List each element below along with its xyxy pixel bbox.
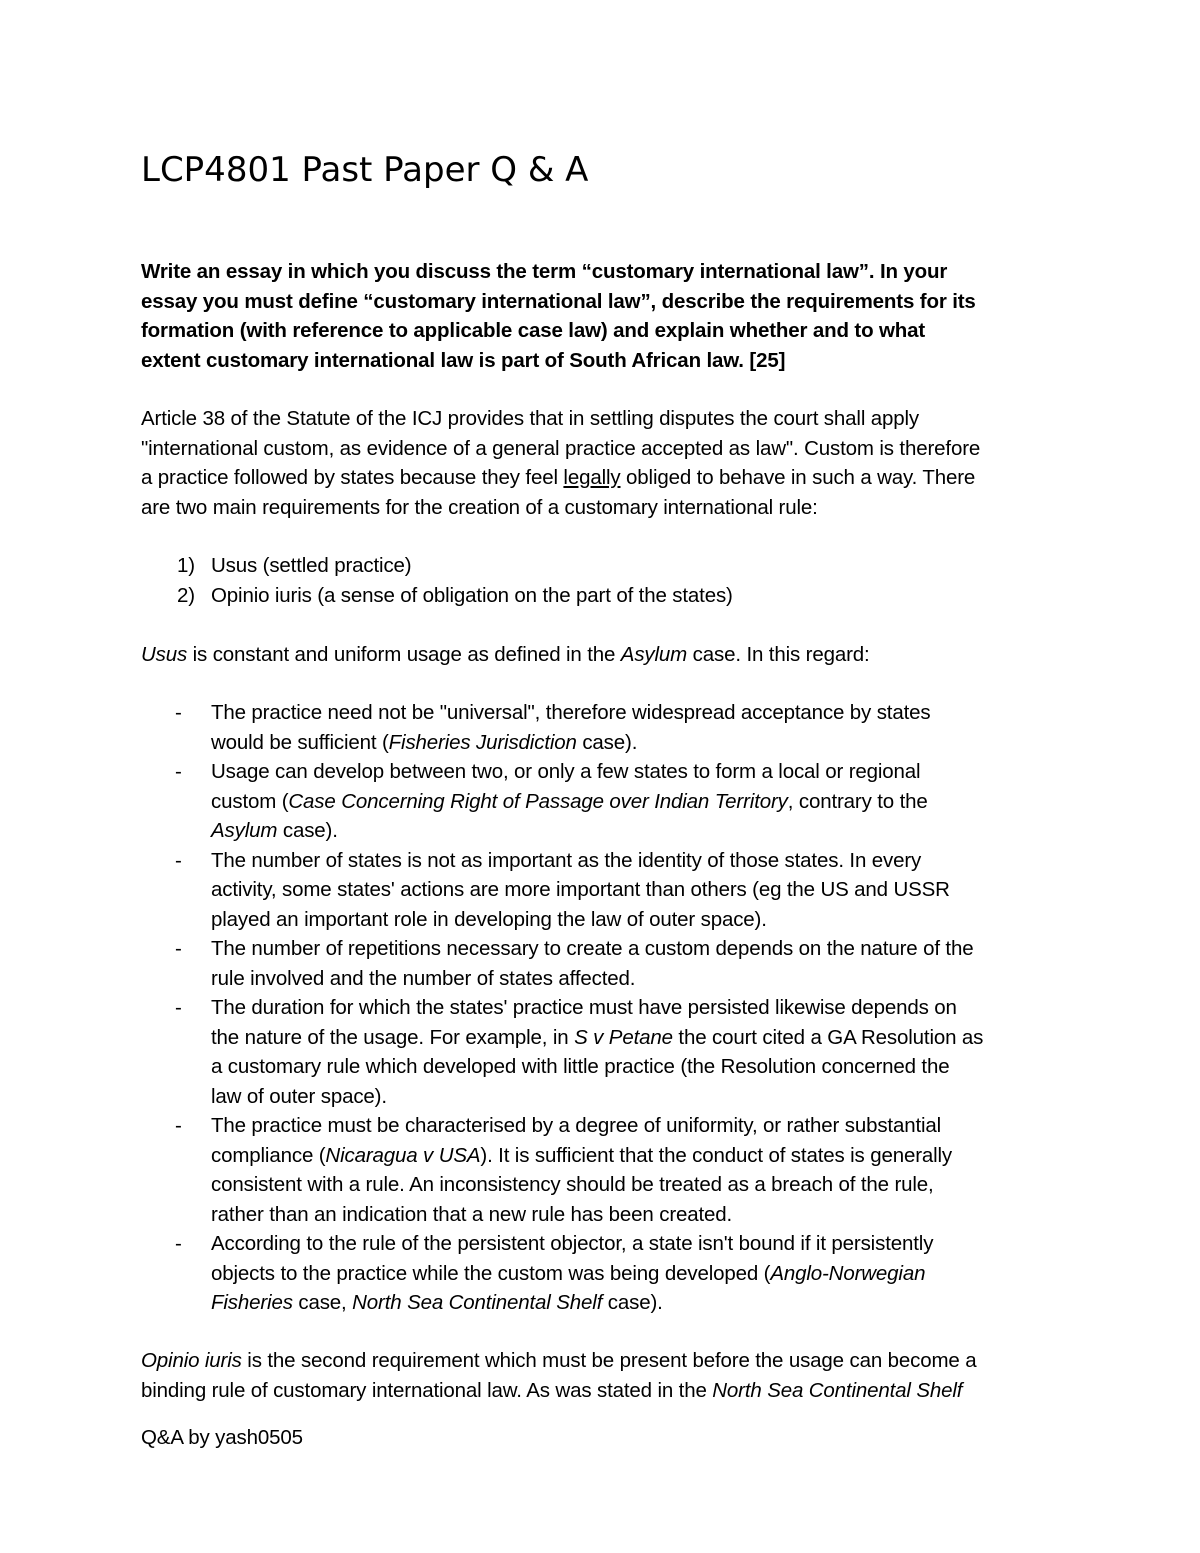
- underlined-word-legally: legally: [563, 466, 621, 489]
- case-name: North Sea Continental Shelf: [352, 1291, 603, 1314]
- list-item: [141, 698, 983, 757]
- opinio-text: binding rule of customary international law. As was stated in the: [141, 1378, 713, 1402]
- case-name: Asylum: [620, 643, 688, 666]
- bullet-line: [211, 1141, 983, 1171]
- bullet-text: objects to the practice while the custom was being developed (: [211, 1261, 771, 1285]
- list-item-text: Opinio iuris (a sense of obligation on the part of the states): [211, 583, 733, 607]
- bullet-text: case,: [292, 1291, 353, 1314]
- dash-marker: -: [175, 701, 182, 724]
- bullet-text: custom (: [211, 789, 289, 813]
- intro-text: a practice followed by states because they feel: [141, 466, 564, 489]
- usus-line: [141, 640, 1101, 670]
- bullet-line: The number of repetitions necessary to create a custom depends on the nature of the: [211, 937, 974, 960]
- list-item: [141, 757, 983, 846]
- bullet-text: case).: [277, 819, 338, 842]
- opinio-line: [141, 1376, 1101, 1406]
- bullet-line: law of outer space).: [211, 1084, 387, 1108]
- term-opinio-iuris: Opinio iuris: [141, 1349, 242, 1372]
- bullet-text: ). It is sufficient that the conduct of states is generally: [480, 1143, 953, 1167]
- bullet-line: played an important role in developing the law of outer space).: [211, 907, 767, 931]
- bullet-line: Usage can develop between two, or only a few states to form a local or regional: [211, 760, 921, 783]
- bullet-line: rule involved and the number of states affected.: [211, 966, 636, 990]
- case-name: Anglo-Norwegian: [770, 1261, 926, 1285]
- case-name: North Sea Continental Shelf: [712, 1378, 963, 1402]
- usus-text: case. In this regard:: [687, 643, 870, 666]
- list-item-text: Usus (settled practice): [211, 554, 412, 577]
- opinio-text: is the second requirement which must be present before the usage can become a: [241, 1349, 977, 1372]
- bullet-line: [211, 728, 983, 758]
- dash-marker: -: [175, 1114, 182, 1137]
- list-number: 1): [177, 554, 195, 577]
- bullet-line: [211, 1023, 983, 1053]
- question-line: Write an essay in which you discuss the term “customary international law”. In your: [141, 260, 948, 283]
- case-name: S v Petane: [574, 1025, 673, 1049]
- bullet-text: , contrary to the: [787, 789, 928, 813]
- opinio-iuris-paragraph: [141, 1346, 1101, 1405]
- bullet-line: According to the rule of the persistent objector, a state isn't bound if it persistently: [211, 1232, 934, 1255]
- term-usus: Usus: [141, 643, 188, 666]
- bullet-text: would be sufficient (: [211, 730, 389, 754]
- page-footer: Q&A by yash0505: [141, 1426, 303, 1449]
- case-name: Nicaragua v USA: [325, 1143, 481, 1167]
- bullet-line: The duration for which the states' practice must have persisted likewise depends on: [211, 996, 957, 1019]
- question-line: formation (with reference to applicable case law) and explain whether and to what: [141, 319, 926, 342]
- essay-question: [141, 257, 1071, 375]
- requirements-list: [141, 551, 733, 610]
- bullet-text: case).: [576, 730, 638, 754]
- dash-marker: -: [175, 848, 182, 872]
- case-name: Case Concerning Right of Passage over Indian Territory: [288, 789, 788, 813]
- bullet-line: The number of states is not as important as the identity of those states. In every: [211, 848, 922, 872]
- intro-line: [141, 463, 1101, 493]
- bullet-line: consistent with a rule. An inconsistency should be treated as a breach of the rule,: [211, 1173, 934, 1196]
- list-item: [141, 846, 983, 935]
- intro-line: Article 38 of the Statute of the ICJ provides that in settling disputes the court shall apply: [141, 407, 920, 430]
- bullet-line: The practice must be characterised by a degree of uniformity, or rather substantial: [211, 1114, 942, 1137]
- case-name: Fisheries Jurisdiction: [388, 730, 577, 754]
- dash-marker: -: [175, 996, 182, 1019]
- bullet-text: compliance (: [211, 1143, 326, 1167]
- question-line: extent customary international law is part of South African law. [25]: [141, 348, 786, 372]
- list-item: [141, 934, 983, 993]
- usus-bullet-list: [141, 698, 983, 1318]
- bullet-line: The practice need not be "universal", therefore widespread acceptance by states: [211, 701, 931, 724]
- intro-text: obliged to behave in such a way. There: [620, 466, 976, 489]
- bullet-line: [211, 1259, 983, 1289]
- question-line: essay you must define “customary international law”, describe the requirements for its: [141, 289, 976, 313]
- intro-line: are two main requirements for the creation of a customary international rule:: [141, 495, 818, 519]
- list-item: [141, 993, 983, 1111]
- usus-paragraph: [141, 640, 1101, 670]
- bullet-text: the nature of the usage. For example, in: [211, 1025, 575, 1049]
- bullet-line: [211, 1288, 983, 1318]
- bullet-line: [211, 787, 983, 817]
- dash-marker: -: [175, 937, 182, 960]
- list-item: [141, 1229, 983, 1318]
- bullet-text: the court cited a GA Resolution as: [672, 1025, 984, 1049]
- bullet-line: a customary rule which developed with little practice (the Resolution concerned the: [211, 1055, 950, 1078]
- list-item: [141, 551, 733, 581]
- bullet-line: activity, some states' actions are more important than others (eg the US and USSR: [211, 878, 950, 901]
- case-name: Asylum: [211, 819, 278, 842]
- list-item: [141, 1111, 983, 1229]
- usus-text: is constant and uniform usage as defined in the: [187, 643, 621, 666]
- list-item: [141, 581, 733, 611]
- case-name: Fisheries: [211, 1291, 293, 1314]
- bullet-text: case).: [602, 1291, 663, 1314]
- bullet-line: rather than an indication that a new rule has been created.: [211, 1202, 733, 1226]
- bullet-line: [211, 816, 983, 846]
- dash-marker: -: [175, 760, 182, 783]
- opinio-line: [141, 1346, 1101, 1376]
- intro-line: "international custom, as evidence of a general practice accepted as law". Custom is therefore: [141, 436, 981, 460]
- list-number: 2): [177, 583, 195, 607]
- dash-marker: -: [175, 1232, 182, 1255]
- intro-paragraph: [141, 404, 1101, 522]
- document-title: LCP4801 Past Paper Q & A: [141, 150, 589, 190]
